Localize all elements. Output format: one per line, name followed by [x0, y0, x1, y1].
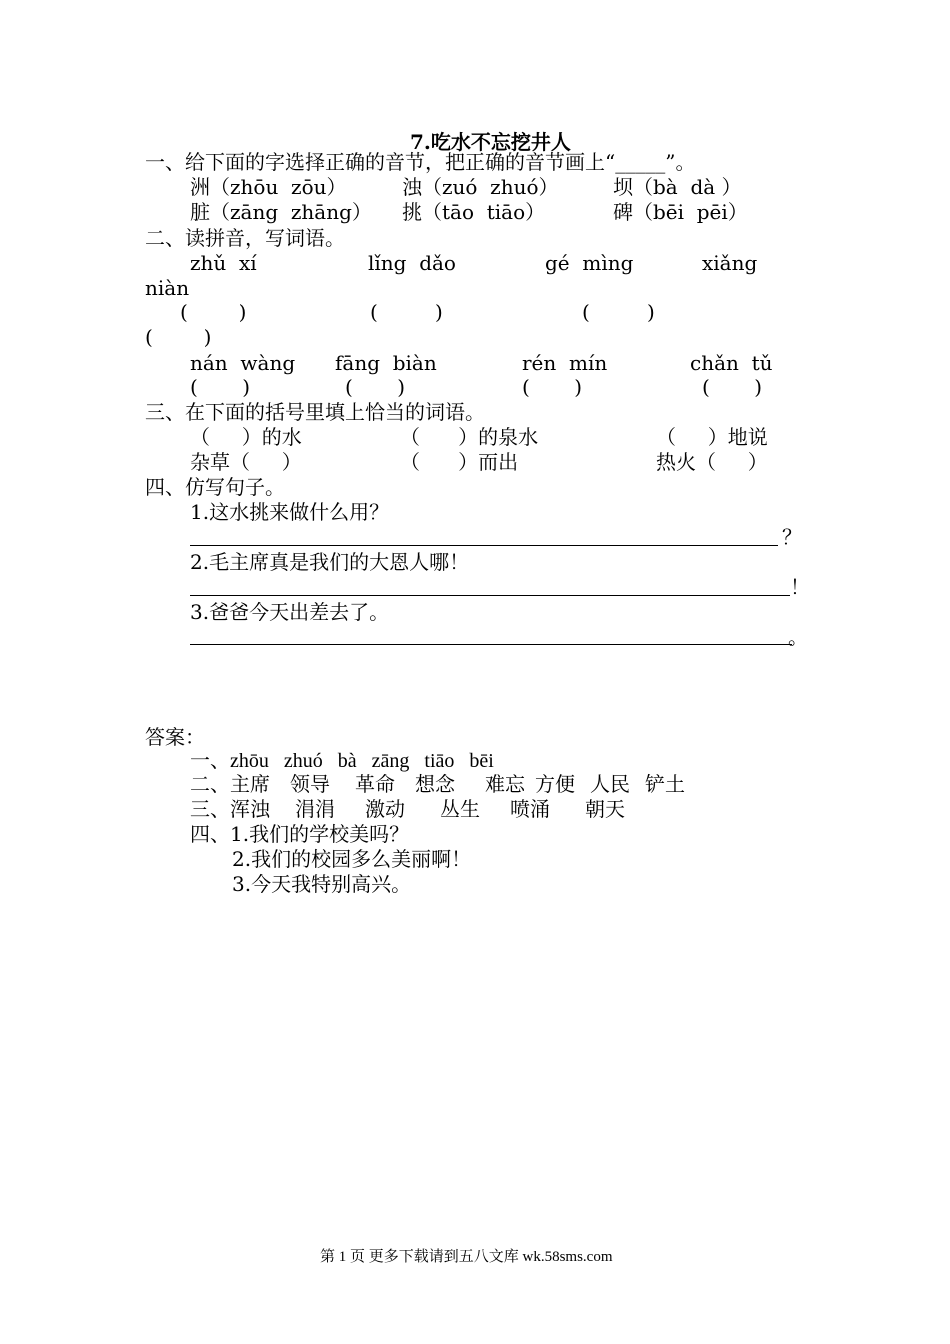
section1-row2-item: 碑（bēi pēi） [613, 200, 748, 224]
answer-line-4: 四、1.我们的学校美吗？ [190, 822, 410, 846]
pinyin-word: fāng biàn [335, 351, 437, 375]
answers-heading: 答案： [145, 725, 205, 749]
fill-blank-item: 杂草（ ） [190, 450, 302, 474]
page-footer: 第 1 页 更多下载请到五八文库 wk.58sms.com [320, 1249, 613, 1265]
pinyin-word: zhǔ xí [190, 251, 257, 275]
answer-line-2: 二、主席 领导 革命 想念 难忘 方便 人民 铲土 [190, 774, 685, 796]
answer-line-1: 一、zhōu zhuó bà zāng tiāo bēi [190, 750, 494, 772]
section2-heading: 二、读拼音，写词语。 [145, 226, 345, 250]
pinyin-word-wrap: niàn [145, 276, 190, 300]
fill-blank-item: （ ）的泉水 [400, 425, 539, 449]
sentence-end-mark: ！ [790, 575, 810, 599]
answer-bracket: ( ) [180, 300, 247, 324]
answer-line-5: 2.我们的校园多么美丽啊！ [232, 847, 472, 871]
answer-bracket: ( ) [370, 300, 443, 324]
section1-heading: 一、给下面的字选择正确的音节，把正确的音节画上“_____”。 [145, 150, 696, 174]
pinyin-word: nán wàng [190, 351, 296, 375]
pinyin-word: chǎn tǔ [690, 351, 773, 375]
section1-row2-item: 脏（zāng zhāng） [190, 200, 372, 224]
pinyin-word: lǐng dǎo [368, 251, 456, 275]
answer-line[interactable] [190, 545, 778, 546]
section3-heading: 三、在下面的括号里填上恰当的词语。 [145, 400, 485, 424]
answer-bracket: ( ) [345, 375, 406, 399]
fill-blank-item: （ ）而出 [400, 450, 519, 474]
answer-line[interactable] [190, 644, 792, 645]
answer-line[interactable] [190, 595, 790, 596]
section1-row2-item: 挑（tāo tiāo） [402, 200, 546, 224]
section1-row1-item: 坝（bà dà ） [613, 175, 742, 199]
answer-bracket: ( ) [190, 375, 251, 399]
answer-line-6: 3.今天我特别高兴。 [232, 872, 412, 896]
answer-line-3: 三、浑浊 涓涓 激动 丛生 喷涌 朝天 [190, 799, 625, 821]
answer-bracket: ( ) [702, 375, 763, 399]
pinyin-word: rén mín [522, 351, 608, 375]
page-title: 7.吃水不忘挖井人 [410, 130, 571, 154]
section1-row1-item: 浊（zuó zhuó） [402, 175, 559, 199]
sentence-prompt: 3.爸爸今天出差去了。 [190, 600, 390, 624]
fill-blank-item: 热火（ ） [656, 450, 768, 474]
answer-bracket-wrap: ( ) [145, 325, 212, 349]
sentence-prompt: 1.这水挑来做什么用？ [190, 500, 390, 524]
fill-blank-item: （ ）的水 [190, 425, 302, 449]
section1-row1-item: 洲（zhōu zōu） [190, 175, 347, 199]
sentence-end-mark: ？ [782, 525, 802, 549]
sentence-prompt: 2.毛主席真是我们的大恩人哪！ [190, 550, 470, 574]
fill-blank-item: （ ）地说 [656, 425, 768, 449]
answer-bracket: ( ) [522, 375, 583, 399]
sentence-end-mark: 。 [788, 625, 808, 649]
pinyin-word: gé mìng [545, 251, 634, 275]
section4-heading: 四、仿写句子。 [145, 475, 285, 499]
answer-bracket: ( ) [582, 300, 655, 324]
pinyin-word: xiǎng [702, 251, 758, 275]
